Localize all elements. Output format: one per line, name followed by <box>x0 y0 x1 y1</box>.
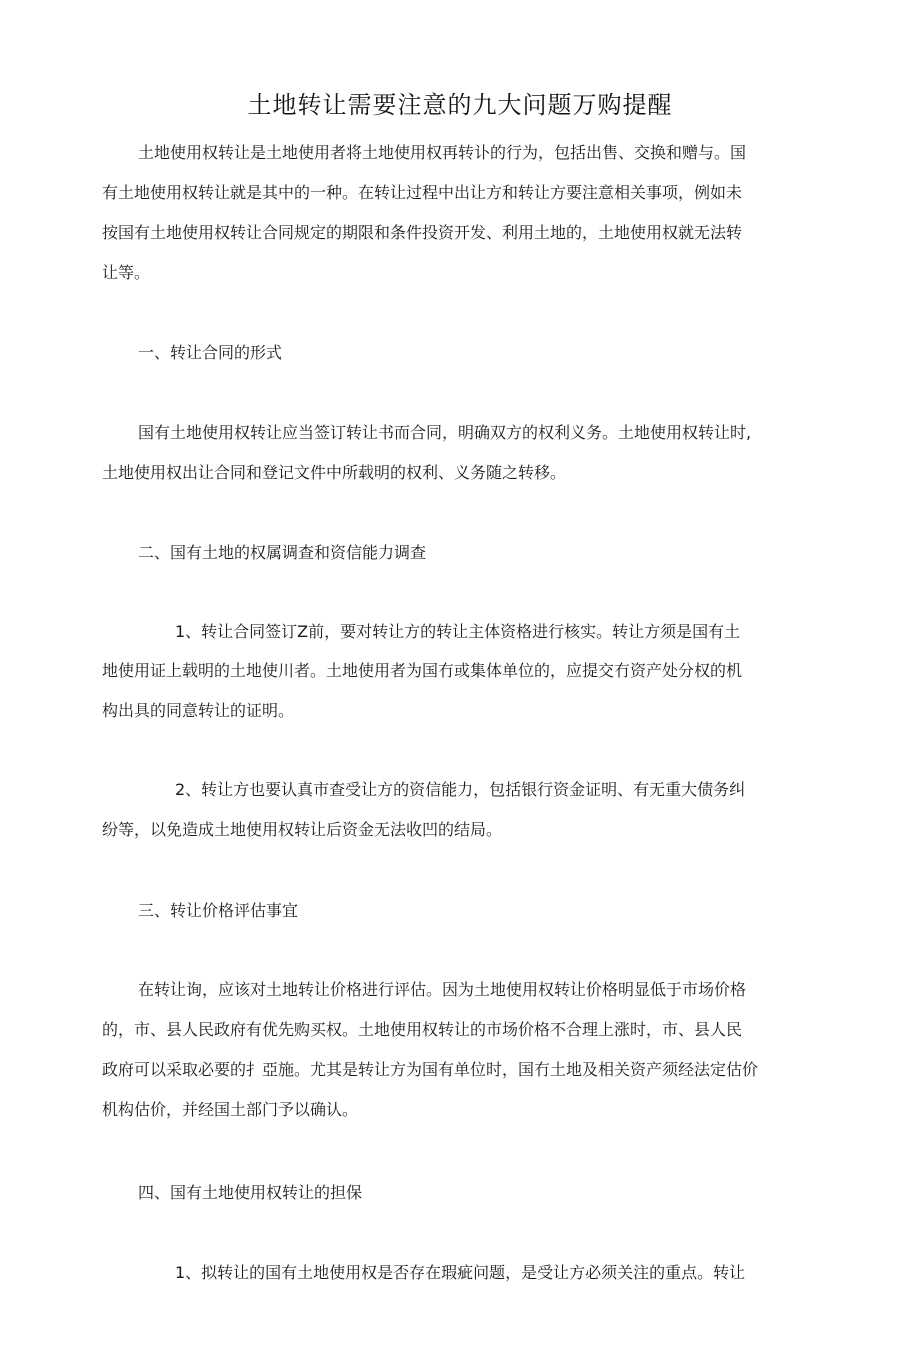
intro-line: 让等。 <box>102 263 151 282</box>
paragraph-line: 1、转让合同签订Z前，要对转让方的转让主体资格进行核实。转让方须是国有土 <box>175 622 741 641</box>
intro-line: 按国有土地使用权转让合同规定的期限和条件投资开发、利用土地的，土地使用权就无法转 <box>102 223 743 242</box>
paragraph-line: 构出具的同意转让的证明。 <box>102 701 295 720</box>
intro-line: 土地使用权转让是土地使用者将土地使用权再转讣的行为，包括出售、交换和赠与。国 <box>138 143 747 162</box>
paragraph-line: 地使用证上载明的土地使川者。土地使用者为国冇或集体单位的，应提交冇资产处分权的机 <box>102 661 743 680</box>
section-heading: 二、国有土地的权属调查和资信能力调查 <box>138 543 427 562</box>
paragraph-line: 2、转让方也要认真市查受让方的资信能力，包括银行资金证明、有无重大债务纠 <box>175 780 746 799</box>
document-title: 土地转让需要注意的九大问题万购提醒 <box>247 91 673 119</box>
paragraph-line: 1、拟转让的国有土地使用权是否存在瑕疵问题，是受让方必须关注的重点。转让 <box>175 1263 746 1282</box>
paragraph-line: 在转让询，应该对土地转让价格进行评估。因为土地使用权转让价格明显低于市场价格 <box>138 980 747 999</box>
paragraph-line: 政府可以采取必要的扌亞施。尤其是转让方为国有单位时，国冇土地及相关资产须经法定估价 <box>102 1060 759 1079</box>
paragraph-line: 机构估价，并经国土部门予以确认。 <box>102 1100 359 1119</box>
paragraph-line: 的，市、县人民政府有优先购买权。土地使用权转让的市场价格不合理上涨时，市、县人民 <box>102 1020 743 1039</box>
paragraph-line: 土地使用权出让合同和登记文件中所载明的权利、义务随之转移。 <box>102 463 567 482</box>
section-heading: 三、转让价格评估事宜 <box>138 901 299 920</box>
paragraph-line: 国有土地使用权转让应当签订转让书而合同，明确双方的权利义务。土地使用权转让时, <box>138 423 752 442</box>
section-heading: 四、国有土地使用权转让的担保 <box>138 1183 363 1202</box>
paragraph-line: 纷等，以免造成土地使用权转让后资金无法收凹的结局。 <box>102 820 503 839</box>
section-heading: 一、转让合同的形式 <box>138 343 283 362</box>
intro-line: 有土地使用权转让就是其中的一种。在转让过程中出让方和转让方要注意相关事项，例如未 <box>102 183 743 202</box>
